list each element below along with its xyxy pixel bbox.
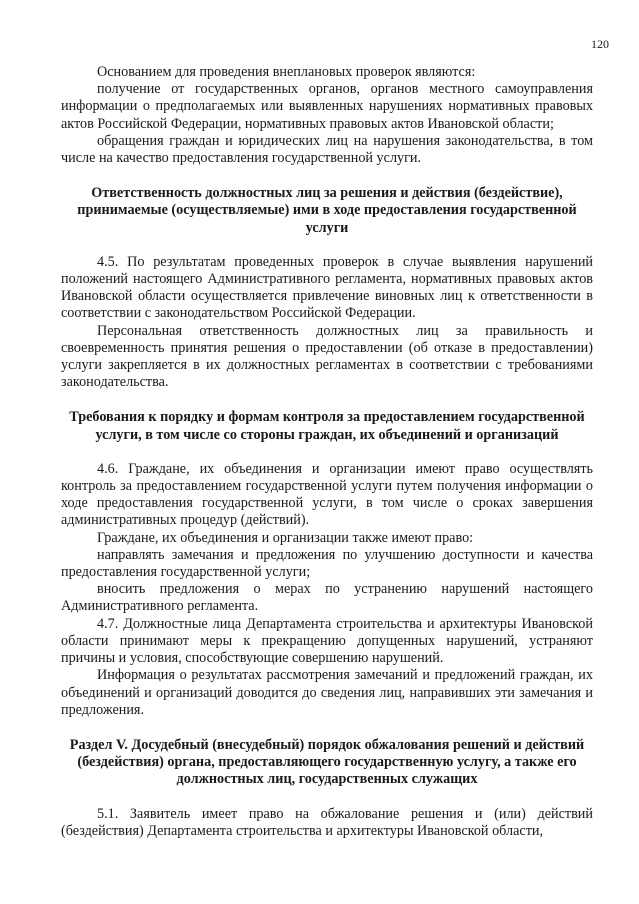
section-heading-responsibility: Ответственность должностных лиц за решения и действия (бездействие), принимаемые (осуществляемые) ими в ходе предоставления государственной услуги: [77, 185, 577, 236]
paragraph-citizens-rights: Граждане, их объединения и организации также имеют право:: [97, 529, 474, 546]
intro-item-1: получение от государственных органов, органов местного самоуправления информации о предполагаемых или выявленных нарушениях нормативных правовых актов Российской Федерации, нормативных правовых актов Ивановской области;: [61, 81, 593, 132]
paragraph-results-info: Информация о результатах рассмотрения замечаний и предложений граждан, их объединений и организаций доводится до сведения лиц, направивших эти замечания и предложения.: [61, 667, 593, 718]
paragraph-4-5: 4.5. По результатам проведенных проверок в случае выявления нарушений положений настоящего Административного регламента, нормативных правовых актов Ивановской области осуществляется привлечение виновных лиц к ответственности в соответствии с законодательством Российской Федерации.: [61, 253, 593, 322]
section-heading-control: Требования к порядку и формам контроля за предоставлением государственной услуги, в том числе со стороны граждан, их объединений и организаций: [69, 409, 585, 443]
paragraph-4-7: 4.7. Должностные лица Департамента строительства и архитектуры Ивановской области принимают меры к прекращению допущенных нарушений, устраняют причины и условия, способствующие совершению нарушений.: [61, 615, 593, 667]
paragraph-personal-responsibility: Персональная ответственность должностных лиц за правильность и своевременность принятия решения о предоставлении (об отказе в предоставлении) услуги закрепляется в их должностных регламентах в соответствии с требованиями законодательства.: [61, 322, 593, 391]
document-body: [61, 64, 593, 840]
paragraph-send-remarks: направлять замечания и предложения по улучшению доступности и качества предоставления государственной услуги;: [61, 546, 593, 581]
paragraph-5-1: 5.1. Заявитель имеет право на обжалование решения и (или) действий (бездействия) Департамента строительства и архитектуры Ивановской области,: [61, 805, 593, 839]
paragraph-propose-measures: вносить предложения о мерах по устранению нарушений настоящего Административного регламента.: [61, 581, 593, 615]
intro-lead: Основанием для проведения внеплановых проверок являются:: [97, 64, 476, 80]
intro-item-2: обращения граждан и юридических лиц на нарушения законодательства, в том числе на качество предоставления государственной услуги.: [61, 132, 593, 167]
page-number: 120: [591, 37, 609, 51]
section-heading-part-five: Раздел V. Досудебный (внесудебный) порядок обжалования решений и действий (бездействия) органа, предоставляющего государственную услугу, а также его должностных лиц, государственных служащих: [69, 736, 585, 788]
paragraph-4-6: 4.6. Граждане, их объединения и организации имеют право осуществлять контроль за предоставлением государственной услуги путем получения информации о ходе предоставления государственной услуги, в том числе о сроках завершения административных процедур (действий).: [61, 460, 593, 529]
